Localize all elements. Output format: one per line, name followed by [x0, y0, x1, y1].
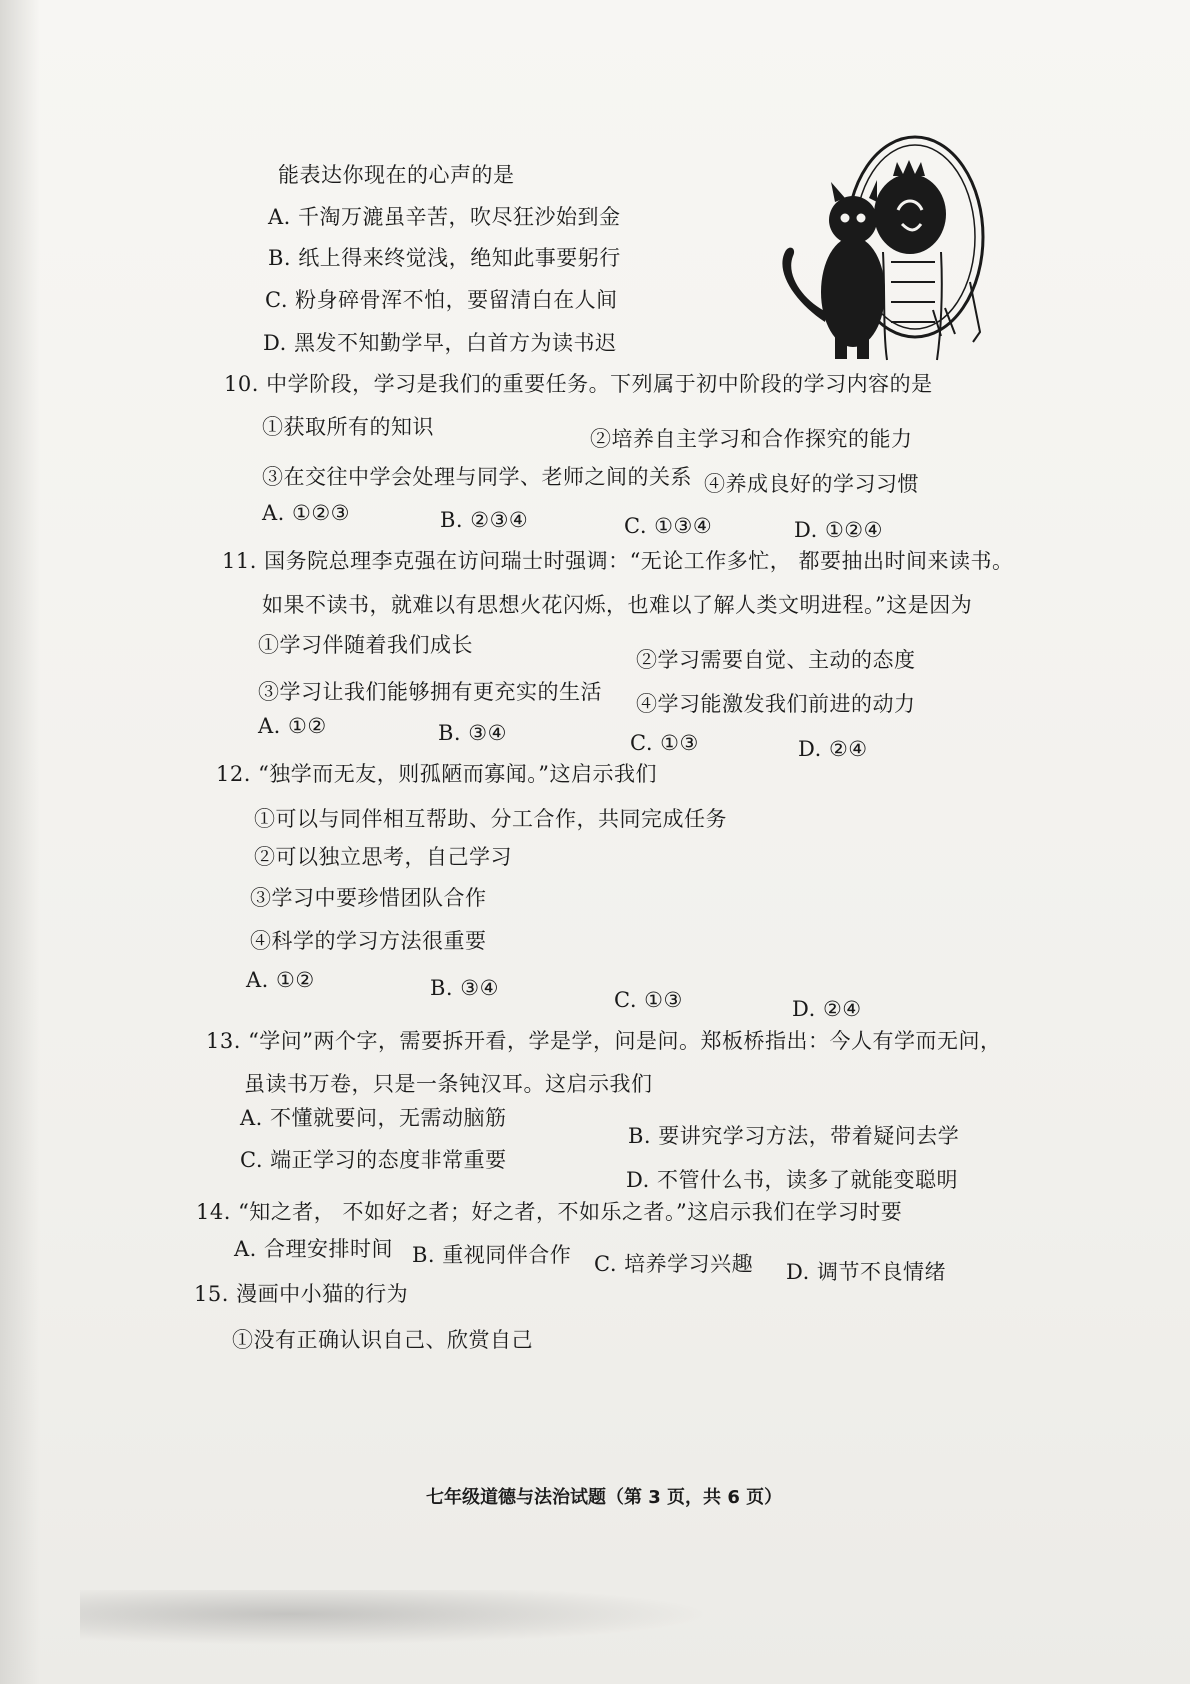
q10-choice-c: C. ①③④: [624, 514, 713, 538]
q13-stem-line2: 虽读书万卷，只是一条钝汉耳。这启示我们: [244, 1072, 653, 1096]
q12-choice-b: B. ③④: [430, 976, 499, 1000]
page-footer: 七年级道德与法治试题（第 3 页，共 6 页）: [426, 1487, 783, 1508]
q14-choice-c: C. 培养学习兴趣: [594, 1252, 754, 1276]
q10-choice-d: D. ①②④: [794, 518, 883, 542]
q15-item-1: ①没有正确认识自己、欣赏自己: [232, 1328, 533, 1352]
q9-option-d: D. 黑发不知勤学早，白首方为读书迟: [263, 331, 617, 355]
q11-choice-a: A. ①②: [258, 714, 327, 738]
q11-item-1: ①学习伴随着我们成长: [258, 633, 473, 657]
q9-option-c: C. 粉身碎骨浑不怕，要留清白在人间: [265, 288, 618, 312]
q12-stem: 12. “独学而无友，则孤陋而寡闻。”这启示我们: [216, 762, 658, 786]
q9-option-a: A. 千淘万漉虽辛苦，吹尽狂沙始到金: [268, 205, 621, 229]
q9-option-b: B. 纸上得来终觉浅，绝知此事要躬行: [268, 246, 621, 270]
q12-item-2: ②可以独立思考，自己学习: [254, 845, 512, 869]
q11-choice-c: C. ①③: [630, 731, 699, 755]
q10-choice-b: B. ②③④: [440, 508, 529, 532]
q10-item-4: ④养成良好的学习习惯: [704, 472, 919, 496]
q14-choice-d: D. 调节不良情绪: [786, 1260, 946, 1284]
q12-choice-c: C. ①③: [614, 988, 683, 1012]
q10-item-1: ①获取所有的知识: [262, 415, 434, 439]
q11-item-3: ③学习让我们能够拥有更充实的生活: [258, 680, 602, 704]
q11-stem-line2: 如果不读书，就难以有思想火花闪烁，也难以了解人类文明进程。”这是因为: [262, 593, 973, 617]
q15-stem: 15. 漫画中小猫的行为: [194, 1282, 409, 1306]
q13-option-d: D. 不管什么书，读多了就能变聪明: [626, 1168, 958, 1192]
q12-item-3: ③学习中要珍惜团队合作: [250, 886, 487, 910]
q13-option-b: B. 要讲究学习方法，带着疑问去学: [628, 1124, 960, 1148]
q10-stem: 10. 中学阶段，学习是我们的重要任务。下列属于初中阶段的学习内容的是: [224, 372, 933, 396]
q11-choice-d: D. ②④: [798, 737, 868, 761]
q12-item-4: ④科学的学习方法很重要: [250, 929, 487, 953]
q11-item-2: ②学习需要自觉、主动的态度: [636, 648, 916, 672]
q10-choice-a: A. ①②③: [262, 501, 350, 525]
q14-choice-a: A. 合理安排时间: [234, 1237, 394, 1261]
q13-option-c: C. 端正学习的态度非常重要: [240, 1148, 507, 1172]
q10-item-3: ③在交往中学会处理与同学、老师之间的关系: [262, 465, 692, 489]
q12-choice-d: D. ②④: [792, 997, 862, 1021]
scan-smudge: [80, 1590, 780, 1650]
cat-mirror-lion-cartoon-icon: [765, 132, 1035, 382]
q12-item-1: ①可以与同伴相互帮助、分工合作，共同完成任务: [254, 807, 727, 831]
q12-choice-a: A. ①②: [246, 968, 315, 992]
q11-choice-b: B. ③④: [438, 721, 507, 745]
q11-stem-line1: 11. 国务院总理李克强在访问瑞士时强调：“无论工作多忙， 都要抽出时间来读书。: [222, 549, 1014, 573]
scan-shadow: [0, 0, 40, 1684]
q13-option-a: A. 不懂就要问，无需动脑筋: [240, 1106, 507, 1130]
q14-stem: 14. “知之者， 不如好之者；好之者，不如乐之者。”这启示我们在学习时要: [196, 1200, 903, 1224]
q10-item-2: ②培养自主学习和合作探究的能力: [590, 427, 913, 451]
q14-choice-b: B. 重视同伴合作: [412, 1243, 572, 1267]
q11-item-4: ④学习能激发我们前进的动力: [636, 692, 916, 716]
q13-stem-line1: 13. “学问”两个字，需要拆开看，学是学，问是问。郑板桥指出：今人有学而无问，: [206, 1029, 1002, 1053]
q9-stem: 能表达你现在的心声的是: [278, 163, 515, 187]
